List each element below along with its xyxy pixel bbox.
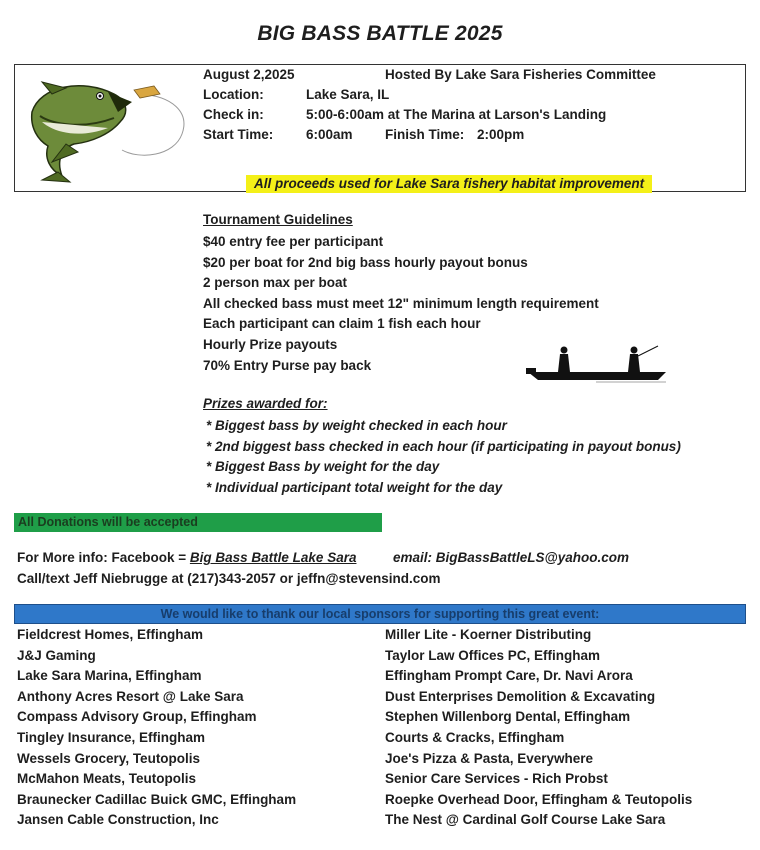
guideline-item: 70% Entry Purse pay back (203, 357, 372, 373)
prizes-list (206, 416, 681, 498)
guidelines-heading: Tournament Guidelines (203, 212, 353, 227)
bass-fish-icon (22, 72, 197, 184)
more-info-label: For More info: Facebook = (17, 550, 190, 565)
checkin-value: 5:00-6:00am at The Marina at Larson's Landing (306, 107, 607, 122)
guideline-item: $20 per boat for 2nd big bass hourly payout bonus (203, 254, 528, 270)
sponsor-item: Roepke Overhead Door, Effingham & Teutopolis (385, 791, 693, 807)
page-title: BIG BASS BATTLE 2025 (257, 22, 503, 45)
sponsor-item: Joe's Pizza & Pasta, Everywhere (385, 750, 594, 766)
guideline-item: All checked bass must meet 12" minimum length requirement (203, 295, 599, 311)
call-line: Call/text Jeff Niebrugge at (217)343-2057 or jeffn@stevensind.com (17, 571, 441, 586)
sponsors-right-column (385, 625, 692, 831)
checkin-label: Check in: (203, 107, 264, 122)
sponsor-item: McMahon Meats, Teutopolis (17, 771, 197, 787)
sponsor-item: Tingley Insurance, Effingham (17, 729, 206, 745)
prize-item: * Individual participant total weight for the day (206, 479, 503, 495)
prize-item: * 2nd biggest bass checked in each hour (if participating in payout bonus) (206, 438, 681, 454)
email-label: email: (393, 550, 436, 565)
start-label: Start Time: (203, 127, 274, 142)
sponsor-item: Dust Enterprises Demolition & Excavating (385, 688, 656, 704)
sponsor-item: Miller Lite - Koerner Distributing (385, 627, 592, 642)
facebook-link[interactable]: Big Bass Battle Lake Sara (189, 550, 357, 565)
sponsor-item: Senior Care Services - Rich Probst (385, 771, 608, 787)
contact-line (17, 550, 356, 566)
event-date: August 2,2025 (203, 67, 295, 82)
prize-item: * Biggest bass by weight checked in each hour (206, 418, 507, 433)
sponsors-banner-text: We would like to thank our local sponsors for supporting this great event: (160, 607, 600, 621)
sponsor-item: Fieldcrest Homes, Effingham (17, 627, 204, 642)
sponsor-item: Taylor Law Offices PC, Effingham (385, 647, 601, 663)
guideline-item: Hourly Prize payouts (203, 336, 338, 352)
finish-value: 2:00pm (477, 127, 525, 142)
donations-banner (14, 513, 382, 532)
proceeds-note: All proceeds used for Lake Sara fishery habitat improvement (246, 175, 652, 193)
fishing-boat-icon (526, 344, 672, 386)
sponsor-item: Lake Sara Marina, Effingham (17, 668, 202, 684)
sponsor-item: Wessels Grocery, Teutopolis (17, 750, 201, 766)
sponsors-banner (14, 604, 746, 624)
sponsor-item: Jansen Cable Construction, Inc (17, 812, 219, 828)
location-value: Lake Sara, IL (306, 87, 390, 102)
sponsor-item: Courts & Cracks, Effingham (385, 729, 565, 745)
finish-label: Finish Time: (385, 127, 465, 142)
sponsor-item: Effingham Prompt Care, Dr. Navi Arora (385, 668, 633, 684)
email-line (393, 550, 629, 566)
sponsor-item: J&J Gaming (17, 647, 96, 663)
sponsor-item: Compass Advisory Group, Effingham (17, 709, 257, 725)
guideline-item: Each participant can claim 1 fish each hour (203, 316, 481, 332)
guideline-item: $40 entry fee per participant (203, 234, 384, 249)
email-link[interactable]: BigBassBattleLS@yahoo.com (435, 550, 629, 565)
sponsor-item: Anthony Acres Resort @ Lake Sara (17, 688, 244, 704)
prize-item: * Biggest Bass by weight for the day (206, 459, 440, 475)
location-label: Location: (203, 87, 264, 102)
prizes-heading: Prizes awarded for: (203, 396, 328, 411)
sponsor-item: Braunecker Cadillac Buick GMC, Effingham (17, 791, 297, 807)
sponsors-left-column (17, 625, 296, 831)
sponsor-item: Stephen Willenborg Dental, Effingham (385, 709, 631, 725)
sponsor-item: The Nest @ Cardinal Golf Course Lake Sara (385, 812, 666, 828)
donations-text: All Donations will be accepted (18, 515, 198, 529)
event-host: Hosted By Lake Sara Fisheries Committee (385, 67, 656, 82)
start-value: 6:00am (306, 127, 353, 142)
guideline-item: 2 person max per boat (203, 275, 348, 291)
